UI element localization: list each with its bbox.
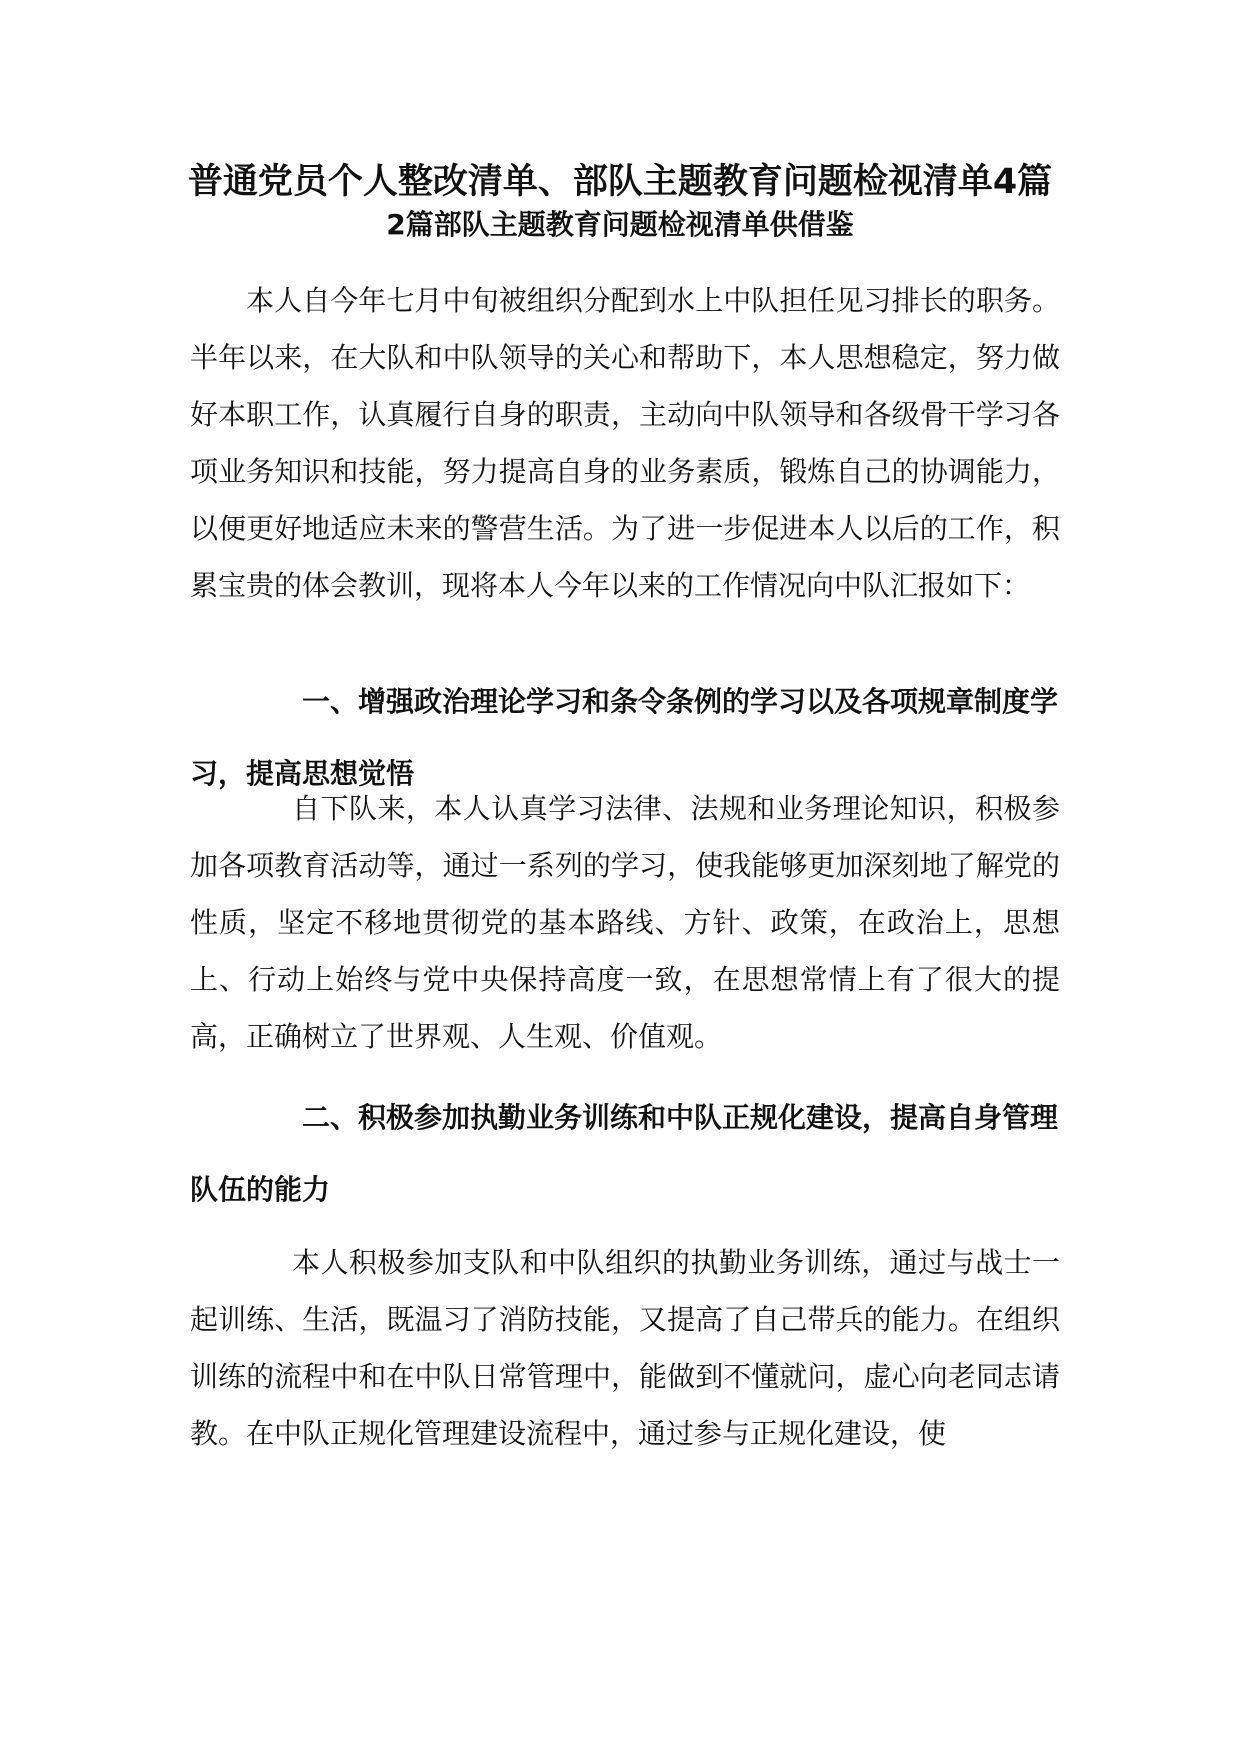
section-heading-1: 一、增强政治理论学习和条令条例的学习以及各项规章制度学习，提高思想觉悟 [190, 685, 1059, 790]
section-heading-2: 二、积极参加执勤业务训练和中队正规化建设，提高自身管理队伍的能力 [190, 1101, 1059, 1206]
document-subtitle: 2篇部队主题教育问题检视清单供借鉴 [386, 208, 854, 241]
section-paragraph-1: 自下队来，本人认真学习法律、法规和业务理论知识，积极参加各项教育活动等，通过一系列的学习，使我能够更加深刻地了解党的性质，坚定不移地贯彻党的基本路线、方针、政策，在政治上，思想上、行动上始终与党中央保持高度一致，在思想常情上有了很大的提高，正确树立了世界观、人生观、价值观。 [190, 792, 1060, 1053]
document-title: 普通党员个人整改清单、部队主题教育问题检视清单4篇 [187, 162, 1053, 202]
section-paragraph-2: 本人积极参加支队和中队组织的执勤业务训练，通过与战士一起训练、生活，既温习了消防技能，又提高了自己带兵的能力。在组织训练的流程中和在中队日常管理中，能做到不懂就问，虚心向老同志请教。在中队正规化管理建设流程中，通过参与正规化建设，使 [190, 1246, 1060, 1450]
intro-paragraph: 本人自今年七月中旬被组织分配到水上中队担任见习排长的职务。半年以来，在大队和中队领导的关心和帮助下，本人思想稳定，努力做好本职工作，认真履行自身的职责，主动向中队领导和各级骨干学习各项业务知识和技能，努力提高自身的业务素质，锻炼自己的协调能力，以便更好地适应未来的警营生活。为了进一步促进本人以后的工作，积累宝贵的体会教训，现将本人今年以来的工作情况向中队汇报如下： [190, 284, 1060, 602]
